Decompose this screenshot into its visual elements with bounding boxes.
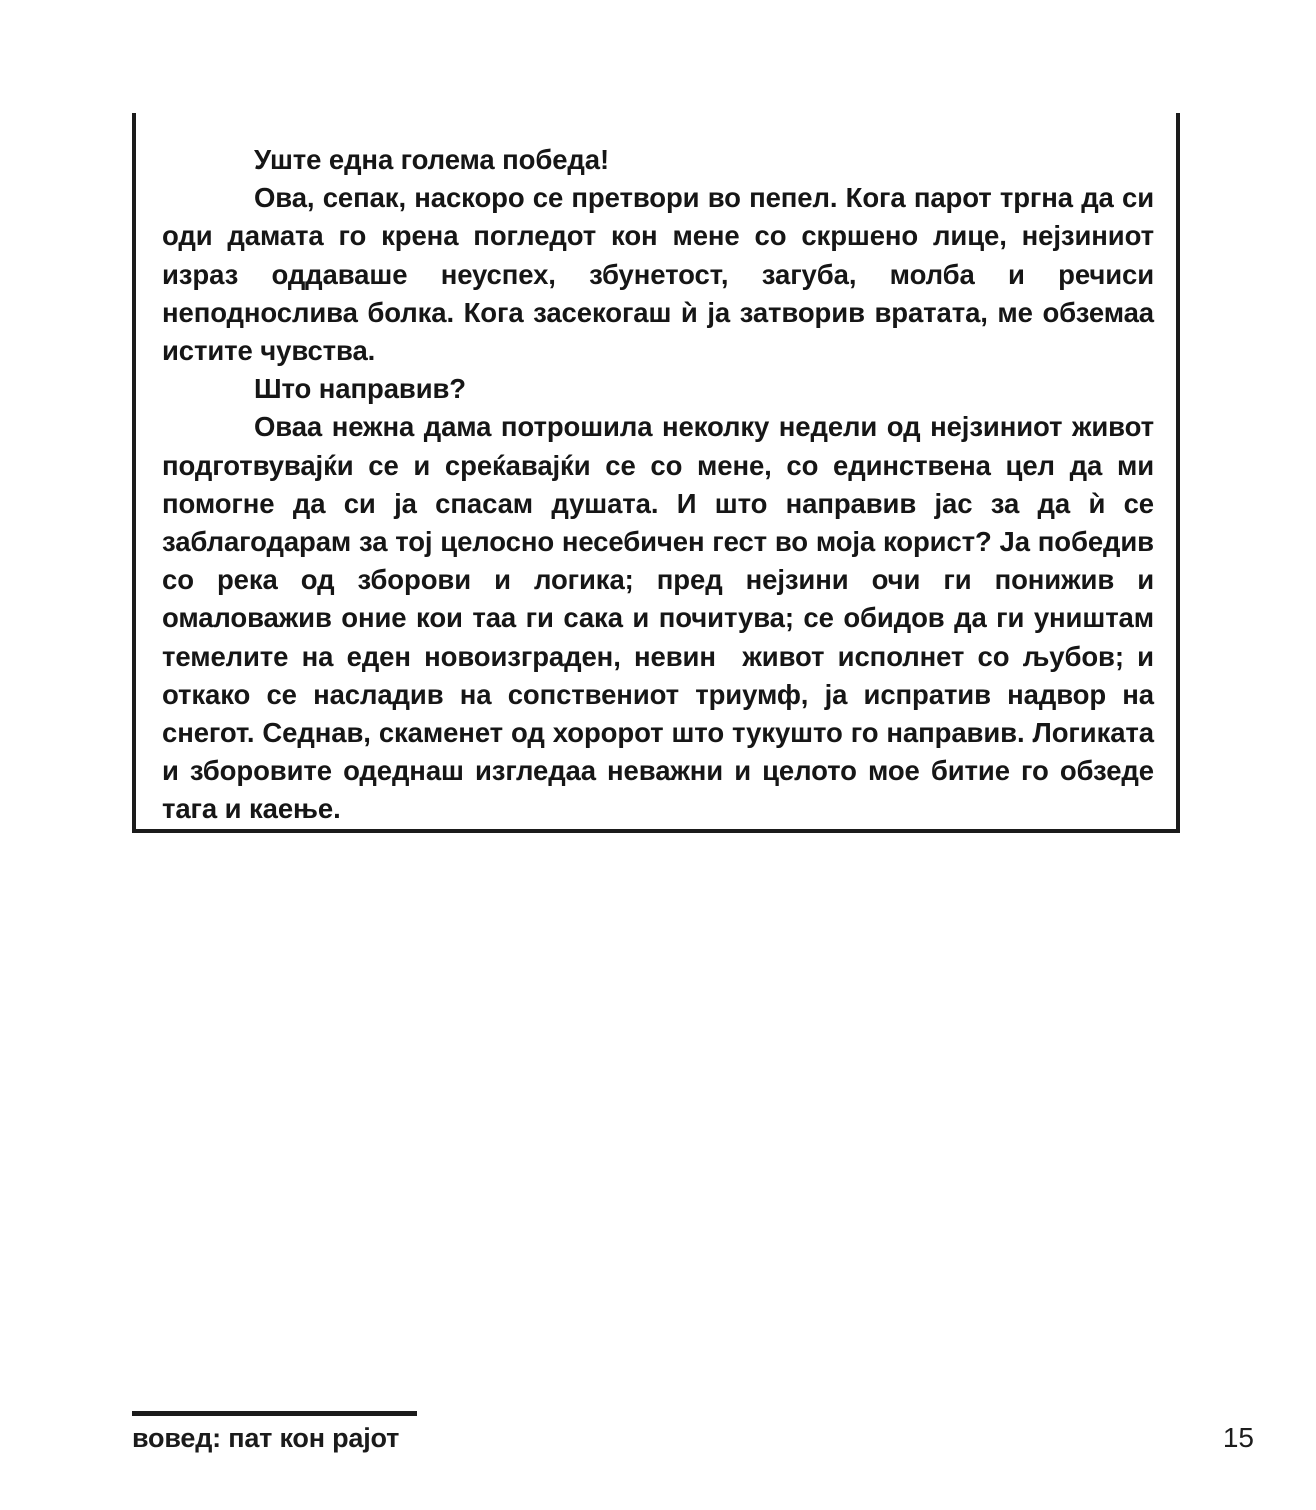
footer-chapter-label: вовед: пат кон рајот [132, 1423, 400, 1453]
footer-divider-rule [132, 1411, 417, 1416]
bordered-text-frame [132, 113, 1180, 833]
paragraph-reflection: Оваа нежна дама потрошила неколку недели од нејзиниот живот подготвувајќи се и среќавајќи се со мене, со единствена цел да ми помогне да си ја спасам душата. И што направив јас за да ѝ се заблагодарам за тој целосно несебичен гест во моја корист? Ја победив со река од зборови и логика; пред нејзини очи ги понижив и омаловажив оние кои таа ги сака и почитува; се обидов да ги уништам темелите на еден новоизграден, невин живот исполнет со љубов; и откако се насладив на сопствениот триумф, ја испратив надвор на снегот. Седнав, скаменет од хоророт што тукушто го направив. Логиката и зборовите одеднаш изгледаа неважни и целото мое битие го обзеде тага и каење. [162, 411, 1162, 825]
page-number: 15 [1222, 1422, 1254, 1453]
text-frame-content [162, 141, 1162, 829]
paragraph-question: Што направив? [254, 373, 466, 405]
paragraph-ashes: Ова, сепак, наскоро се претвори во пепел. Кога парот тргна да си оди дамата го крена погледот кон мене со скршено лице, нејзиниот израз оддаваше неуспех, збунетост, загуба, молба и речиси неподнослива болка. Кога засекогаш ѝ ја затворив вратата, ме обземаа истите чувства. [162, 182, 1162, 367]
paragraph-heading-victory: Уште една голема победа! [254, 144, 610, 175]
page-footer [0, 1395, 1316, 1485]
